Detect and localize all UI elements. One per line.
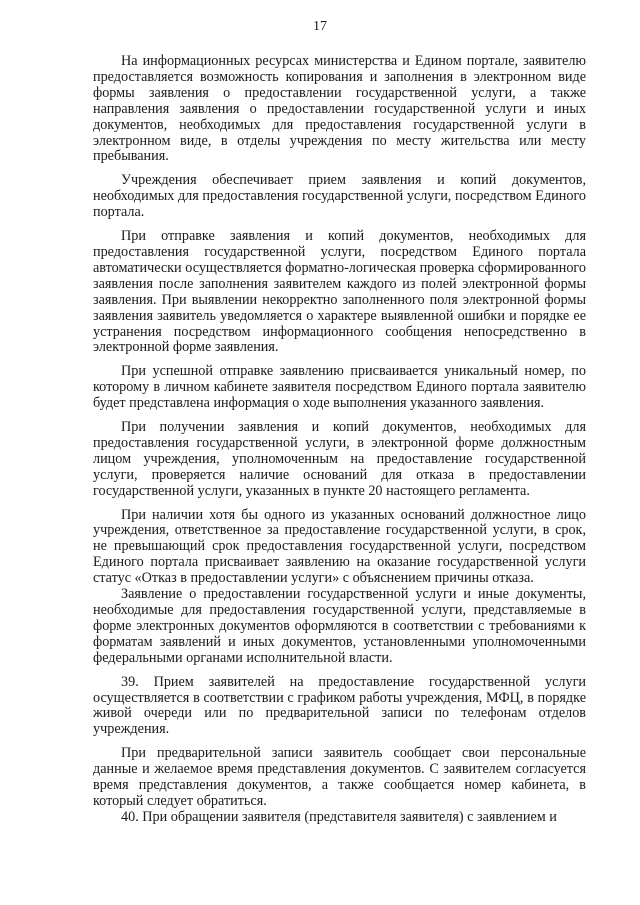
paragraph-reception-via-portal: Учреждения обеспечивает прием заявления и копий документов, необходимых для предоставления государственной услуги, посредством Единого портала.	[93, 172, 586, 221]
paragraph-electronic-forms: На информационных ресурсах министерства и Едином портале, заявителю предоставляется возможность копирования и заполнения в электронном виде формы заявления о предоставлении государственной услуги, а также направления заявления о предоставлении государственной услуги и иных документов, необходимых для предоставления государственной услуги в электронном виде, в отделы учреждения по месту жительства или месту пребывания.	[93, 53, 586, 165]
paragraph-electronic-documents-format: Заявление о предоставлении государственной услуги и иные документы, необходимые для предоставления государственной услуги, представляемые в форме электронных документов оформляются в соответствии с требованиями к форматам заявлений и иных документов, установленными уполномоченными федеральными органами исполнительной власти.	[93, 586, 586, 666]
paragraph-item-39: 39. Прием заявителей на предоставление государственной услуги осуществляется в соответствии с графиком работы учреждения, МФЦ, в порядке живой очереди или по предварительной записи по телефонам отделов учреждения.	[93, 673, 586, 738]
page-number: 17	[313, 19, 327, 34]
document-body	[93, 54, 586, 826]
paragraph-refusal-status: При наличии хотя бы одного из указанных оснований должностное лицо учреждения, ответственное за предоставление государственной услуги, в срок, не превышающий срок предоставления государственной услуги, посредством Единого портала присваивает заявлению на оказание государственной услуги статус «Отказ в предоставлении услуги» с объяснением причины отказа.	[93, 506, 586, 587]
paragraph-preliminary-appointment: При предварительной записи заявитель сообщает свои персональные данные и желаемое время представления документов. С заявителем согласуется время представления документов, а также сообщается номер кабинета, в который следует обратиться.	[93, 745, 586, 809]
paragraph-unique-number: При успешной отправке заявлению присваивается уникальный номер, по которому в личном кабинете заявителя посредством Единого портала заявителю будет представлена информация о ходе выполнения указанного заявления.	[93, 363, 586, 412]
paragraph-item-40: 40. При обращении заявителя (представителя заявителя) с заявлением и	[121, 808, 557, 825]
paragraph-grounds-check: При получении заявления и копий документов, необходимых для предоставления государственной услуги, в электронной форме должностным лицом учреждения, уполномоченным на предоставление государственной услуги, проверяется наличие оснований для отказа в предоставлении государственной услуги, указанных в пункте 20 настоящего регламента.	[93, 419, 586, 499]
paragraph-format-check: При отправке заявления и копий документов, необходимых для предоставления государственной услуги, посредством Единого портала автоматически осуществляется форматно-логическая проверка сформированного заявления после заполнения заявителем каждого из полей электронной формы заявления. При выявлении некорректно заполненного поля электронной формы заявления заявитель уведомляется о характере выявленной ошибки и порядке ее устранения посредством информационного сообщения непосредственно в электронной форме заявления.	[93, 228, 586, 356]
